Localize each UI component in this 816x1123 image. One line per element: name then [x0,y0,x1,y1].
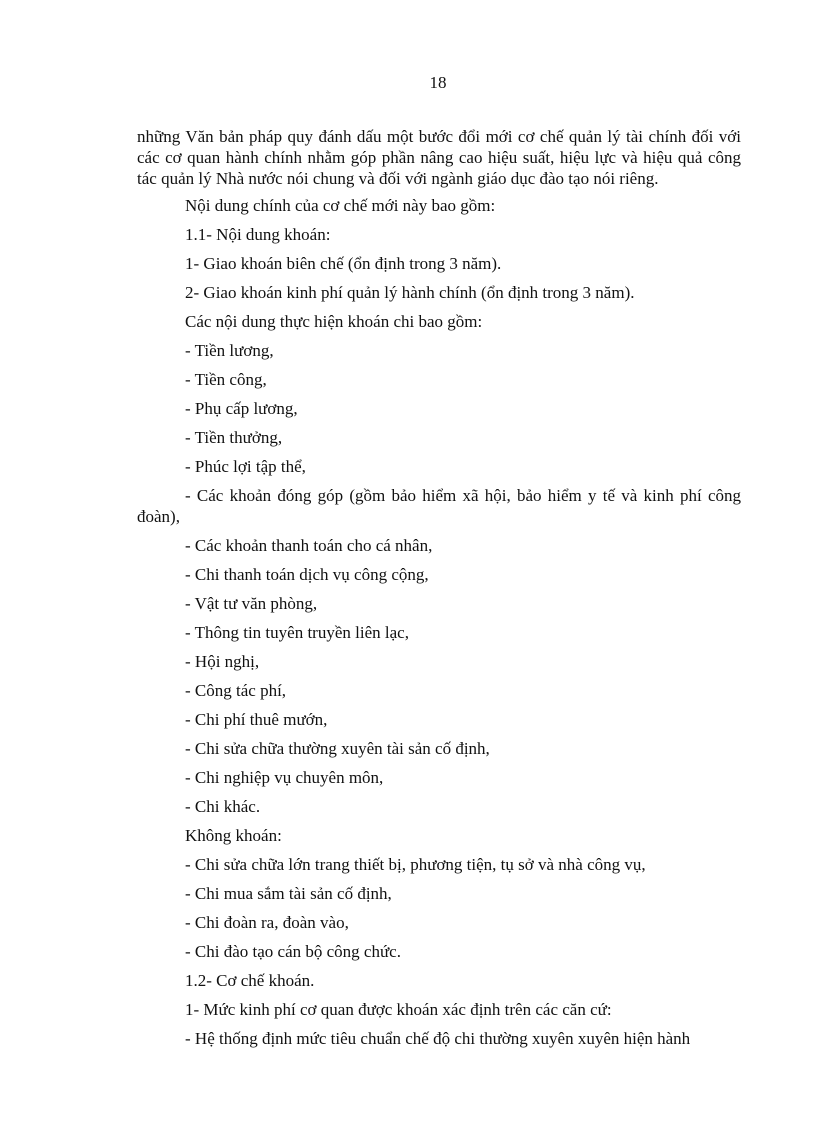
text-line: Các nội dung thực hiện khoán chi bao gồm: [185,312,483,331]
list-item: - Chi đào tạo cán bộ công chức. [185,942,401,961]
list-item: - Các khoản thanh toán cho cá nhân, [185,536,433,555]
list-item: - Chi nghiệp vụ chuyên môn, [185,768,384,787]
list-item: - Vật tư văn phòng, [185,594,318,613]
text-line: 1- Giao khoán biên chế (ổn định trong 3 năm). [185,254,502,273]
list-item: - Chi sửa chữa thường xuyên tài sản cố định, [185,739,490,758]
list-item: - Chi mua sắm tài sản cố định, [185,884,392,903]
list-item: - Phúc lợi tập thể, [185,457,306,476]
list-item: - Chi sửa chữa lớn trang thiết bị, phương tiện, tụ sở và nhà công vụ, [185,855,646,874]
list-item: - Tiền lương, [185,341,274,360]
text-line: 1.1- Nội dung khoán: [185,225,331,244]
list-item: - Hệ thống định mức tiêu chuẩn chế độ chi thường xuyên xuyên hiện hành [185,1029,691,1048]
list-item: - Hội nghị, [185,652,260,671]
section-heading: Không khoán: [185,826,282,845]
list-item: - Tiền công, [185,370,267,389]
list-item: - Chi đoàn ra, đoàn vào, [185,913,349,932]
text-line: 1- Mức kinh phí cơ quan được khoán xác định trên các căn cứ: [185,1000,612,1019]
list-item: - Tiền thưởng, [185,428,283,447]
intro-paragraph: những Văn bản pháp quy đánh dấu một bước đổi mới cơ chế quản lý tài chính đối với các cơ quan hành chính nhằm góp phần nâng cao hiệu suất, hiệu lực và hiệu quả công tác quản lý Nhà nước nói chung và đối với ngành giáo dục đào tạo nói riêng. [137,127,741,188]
list-item: - Phụ cấp lương, [185,399,298,418]
section-heading: 1.2- Cơ chế khoán. [185,971,315,990]
list-item: - Chi phí thuê mướn, [185,710,328,729]
document-body [137,126,741,1049]
text-line: 2- Giao khoán kinh phí quản lý hành chính (ổn định trong 3 năm). [185,283,635,302]
list-item: - Chi khác. [185,797,261,816]
list-item: - Công tác phí, [185,681,287,700]
list-item: - Thông tin tuyên truyền liên lạc, [185,623,409,642]
page-number: 18 [429,73,447,92]
text-line: Nội dung chính của cơ chế mới này bao gồm: [185,196,496,215]
list-item: - Chi thanh toán dịch vụ công cộng, [185,565,429,584]
list-item-wrapped: - Các khoản đóng góp (gồm bảo hiểm xã hội, bảo hiểm y tế và kinh phí công đoàn), [137,486,741,526]
